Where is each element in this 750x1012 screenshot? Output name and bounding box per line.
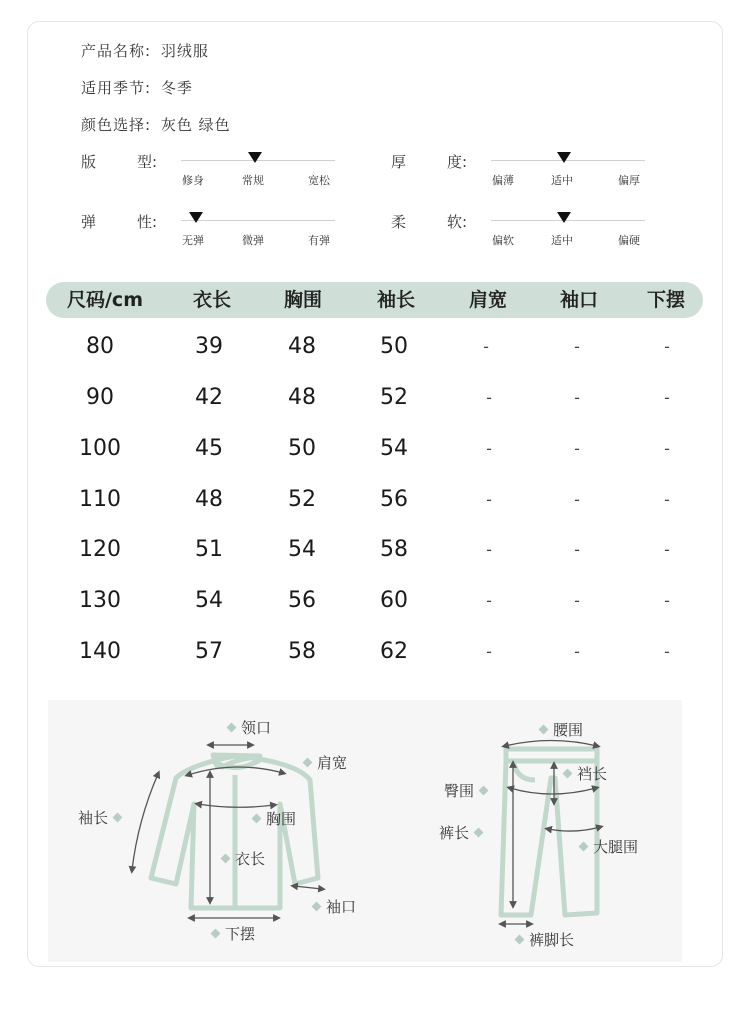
product-name-value: 羽绒服 [160,42,209,60]
fit-scale [81,151,401,195]
elastic-option-1: 无弹 [182,234,204,247]
cell-hem: - [664,540,670,559]
label-length: 衣长 [216,848,265,869]
measurement-diagram [48,700,682,962]
header-cuff: 袖口 [559,289,599,311]
cell-shoulder: - [483,337,489,356]
fit-option-2: 常规 [242,174,264,187]
elastic-scale [81,211,401,255]
thickness-option-2: 适中 [551,174,573,187]
diamond-icon [515,935,525,945]
cell-shoulder: - [486,490,492,509]
diamond-icon [303,758,313,768]
label-chest: 胸围 [247,808,296,829]
diamond-icon [312,902,322,912]
cell-shoulder: - [486,540,492,559]
diamond-icon [221,854,231,864]
thickness-option-3: 偏厚 [618,174,640,187]
cell-cuff: - [574,388,580,407]
table-row [0,530,750,570]
cell-chest: 56 [288,588,316,613]
cell-chest: 48 [288,334,316,359]
cell-hem: - [664,388,670,407]
label-cuff: 袖口 [307,896,356,917]
cell-size: 90 [86,385,114,410]
fit-option-3: 宽松 [308,174,330,187]
thigh-measure-line [548,827,600,831]
cell-chest: 48 [288,385,316,410]
cell-size: 80 [86,334,114,359]
cell-sleeve: 60 [380,588,408,613]
thickness-label: 厚 度: [391,153,468,171]
cell-shoulder: - [486,642,492,661]
jacket-outline [151,755,318,908]
cell-hem: - [664,591,670,610]
label-collar: 领口 [222,717,271,738]
cell-shoulder: - [486,439,492,458]
header-length: 衣长 [192,289,232,311]
fit-label: 版 型: [81,153,158,171]
diamond-icon [252,814,262,824]
waist-measure-line [505,741,597,747]
softness-option-2: 适中 [551,234,573,247]
cell-sleeve: 50 [380,334,408,359]
hip-measure-line [510,788,596,794]
cell-length: 57 [195,639,223,664]
cell-cuff: - [574,490,580,509]
season-value: 冬季 [160,79,193,97]
elastic-label: 弹 性: [81,213,158,231]
cell-shoulder: - [486,388,492,407]
diamond-icon [227,723,237,733]
cell-chest: 54 [288,537,316,562]
label-waist: 腰围 [534,719,583,740]
cell-chest: 58 [288,639,316,664]
product-name-row [81,40,209,61]
season-label: 适用季节: [81,79,152,97]
elastic-scale-line [181,220,335,221]
diamond-icon [211,929,221,939]
cell-size: 110 [79,487,121,512]
cell-length: 54 [195,588,223,613]
cell-hem: - [664,439,670,458]
fit-option-1: 修身 [182,174,204,187]
elastic-option-2: 微弹 [242,234,264,247]
cell-sleeve: 56 [380,487,408,512]
label-leg-opening: 裤脚长 [510,929,574,950]
elastic-option-3: 有弹 [308,234,330,247]
diamond-icon [113,813,123,823]
cell-cuff: - [574,540,580,559]
cell-chest: 50 [288,436,316,461]
color-row [81,114,231,135]
color-value: 灰色 绿色 [160,116,231,134]
table-row [0,378,750,418]
header-shoulder: 肩宽 [468,289,508,311]
cell-sleeve: 62 [380,639,408,664]
label-pants-length: 裤长 [439,822,488,843]
label-rise: 裆长 [558,763,607,784]
softness-scale [391,211,711,255]
cuff-measure-line [294,886,322,889]
cell-size: 120 [79,537,121,562]
softness-selected-marker [557,212,571,223]
cell-hem: - [664,642,670,661]
diamond-icon [479,786,489,796]
season-row [81,77,193,98]
product-name-label: 产品名称: [81,42,152,60]
elastic-selected-marker [189,212,203,223]
cell-size: 130 [79,588,121,613]
thickness-selected-marker [557,152,571,163]
table-row [0,327,750,367]
header-chest: 胸围 [283,289,323,311]
softness-option-1: 偏软 [492,234,514,247]
label-thigh: 大腿围 [574,836,638,857]
softness-label: 柔 软: [391,213,468,231]
table-row [0,581,750,621]
size-table-header [46,282,703,318]
cell-cuff: - [574,642,580,661]
cell-length: 51 [195,537,223,562]
cell-cuff: - [574,439,580,458]
label-hem: 下摆 [206,923,255,944]
fit-selected-marker [248,152,262,163]
diamond-icon [579,842,589,852]
table-row [0,429,750,469]
cell-hem: - [664,337,670,356]
cell-size: 140 [79,639,121,664]
cell-sleeve: 52 [380,385,408,410]
cell-sleeve: 58 [380,537,408,562]
diamond-icon [539,725,549,735]
garment-illustration [48,700,682,962]
cell-length: 48 [195,487,223,512]
label-shoulder: 肩宽 [298,752,347,773]
header-hem: 下摆 [646,289,686,311]
diamond-icon [474,828,484,838]
thickness-option-1: 偏薄 [492,174,514,187]
cell-hem: - [664,490,670,509]
header-sleeve: 袖长 [376,289,416,311]
softness-option-3: 偏硬 [618,234,640,247]
table-row [0,632,750,672]
cell-cuff: - [574,591,580,610]
label-hip: 臀围 [444,780,493,801]
cell-length: 45 [195,436,223,461]
label-sleeve-length: 袖长 [78,807,127,828]
cell-shoulder: - [486,591,492,610]
color-label: 颜色选择: [81,116,152,134]
table-row [0,480,750,520]
diamond-icon [563,769,573,779]
cell-length: 39 [195,334,223,359]
cell-size: 100 [79,436,121,461]
cell-chest: 52 [288,487,316,512]
cell-length: 42 [195,385,223,410]
thickness-scale [391,151,711,195]
header-size: 尺码/cm [66,289,144,311]
cell-sleeve: 54 [380,436,408,461]
cell-cuff: - [574,337,580,356]
